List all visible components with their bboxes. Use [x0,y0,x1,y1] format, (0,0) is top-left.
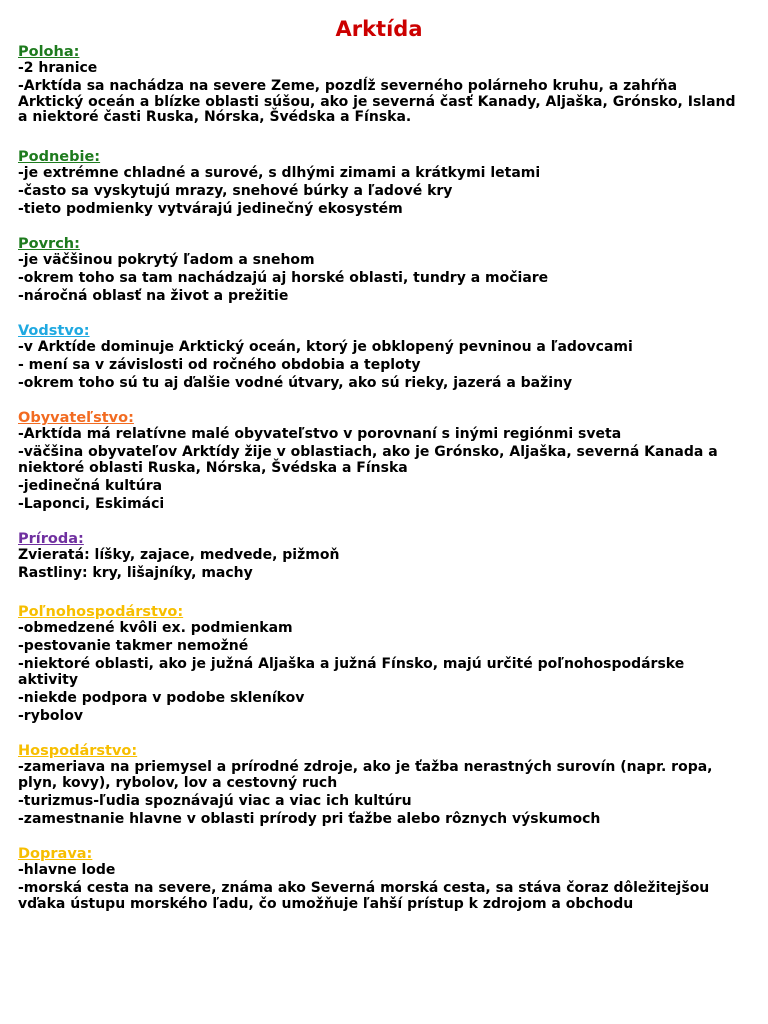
section-line: -pestovanie takmer nemožné [18,638,249,654]
section-line: -Arktída má relatívne malé obyvateľstvo v porovnaní s inými regiónmi sveta [18,426,622,442]
section-obyvatelstvo [18,410,738,515]
section-heading-doprava: Doprava: [18,846,93,862]
section-line: -niektoré oblasti, ako je južná Aljaška a južná Fínsko, majú určité poľnohospodárske aktivity [18,656,685,688]
section-line: -rybolov [18,707,84,724]
section-doprava [18,846,738,915]
section-line: -okrem toho sa tam nachádzajú aj horské oblasti, tundry a močiare [18,270,549,286]
section-polnohospodarstvo [18,604,738,727]
section-heading-obyvatelstvo: Obyvateľstvo: [18,410,134,426]
section-line: -väčšina obyvateľov Arktídy žije v oblastiach, ako je Grónsko, Aljaška, severná Kanada a niektoré oblasti Ruska, Nórska, Švédska a Fínska [18,444,718,476]
section-line: -v Arktíde dominuje Arktický oceán, ktorý je obklopený pevninou a ľadovcami [18,339,633,355]
section-line: Zvieratá: líšky, zajace, medvede, pižmoň [18,547,340,563]
section-line: -zameriava na priemysel a prírodné zdroje, ako je ťažba nerastných surovín (napr. ropa, plyn, kovy), rybolov, lov a cestovný ruch [18,759,713,791]
section-poloha [18,44,738,128]
section-heading-priroda: Príroda: [18,531,84,547]
section-line: -Arktída sa nachádza na severe Zeme, pozdĺž severného polárneho kruhu, a zahŕňa Arktický oceán a blízke oblasti súšou, ako je severná časť Kanady, Aljaška, Grónsko, Island a niektoré časti Ruska, Nórska, Švédska a Fínska. [18,78,736,125]
section-line: -turizmus-ľudia spoznávajú viac a viac ich kultúru [18,792,412,809]
section-podnebie [18,149,738,220]
section-line: -jedinečná kultúra [18,477,163,494]
section-line: -hlavne lode [18,862,116,878]
section-line: -niekde podpora v podobe skleníkov [18,689,305,706]
section-heading-poloha: Poloha: [18,44,80,60]
section-line: - mení sa v závislosti od ročného obdobia a teploty [18,357,421,373]
section-heading-vodstvo: Vodstvo: [18,323,90,339]
section-line: -je väčšinou pokrytý ľadom a snehom [18,252,315,268]
section-line: -je extrémne chladné a surové, s dlhými zimami a krátkymi letami [18,165,541,181]
page-title: Arktída [335,17,423,41]
section-line: -2 hranice [18,60,98,76]
section-heading-hospodarstvo: Hospodárstvo: [18,743,138,759]
section-povrch [18,236,738,307]
section-heading-polnohospodarstvo: Poľnohospodárstvo: [18,604,184,620]
section-hospodarstvo [18,743,738,830]
section-line: -zamestnanie hlavne v oblasti prírody pri ťažbe alebo rôznych výskumoch [18,810,601,827]
section-line: -náročná oblasť na život a prežitie [18,288,289,304]
section-line: -okrem toho sú tu aj ďalšie vodné útvary, ako sú rieky, jazerá a bažiny [18,375,573,391]
section-heading-povrch: Povrch: [18,236,80,252]
section-line: -morská cesta na severe, známa ako Severná morská cesta, sa stáva čoraz dôležitejšou vďaka ústupu morského ľadu, čo umožňuje ľahší prístup k zdrojom a obchodu [18,880,710,912]
section-priroda [18,531,738,584]
section-line: -často sa vyskytujú mrazy, snehové búrky a ľadové kry [18,183,453,199]
section-vodstvo [18,323,738,394]
section-line: -tieto podmienky vytvárajú jedinečný ekosystém [18,201,403,217]
section-heading-podnebie: Podnebie: [18,149,101,165]
section-line: Rastliny: kry, lišajníky, machy [18,565,253,581]
section-line: -obmedzené kvôli ex. podmienkam [18,620,293,636]
section-line: -Laponci, Eskimáci [18,495,165,512]
